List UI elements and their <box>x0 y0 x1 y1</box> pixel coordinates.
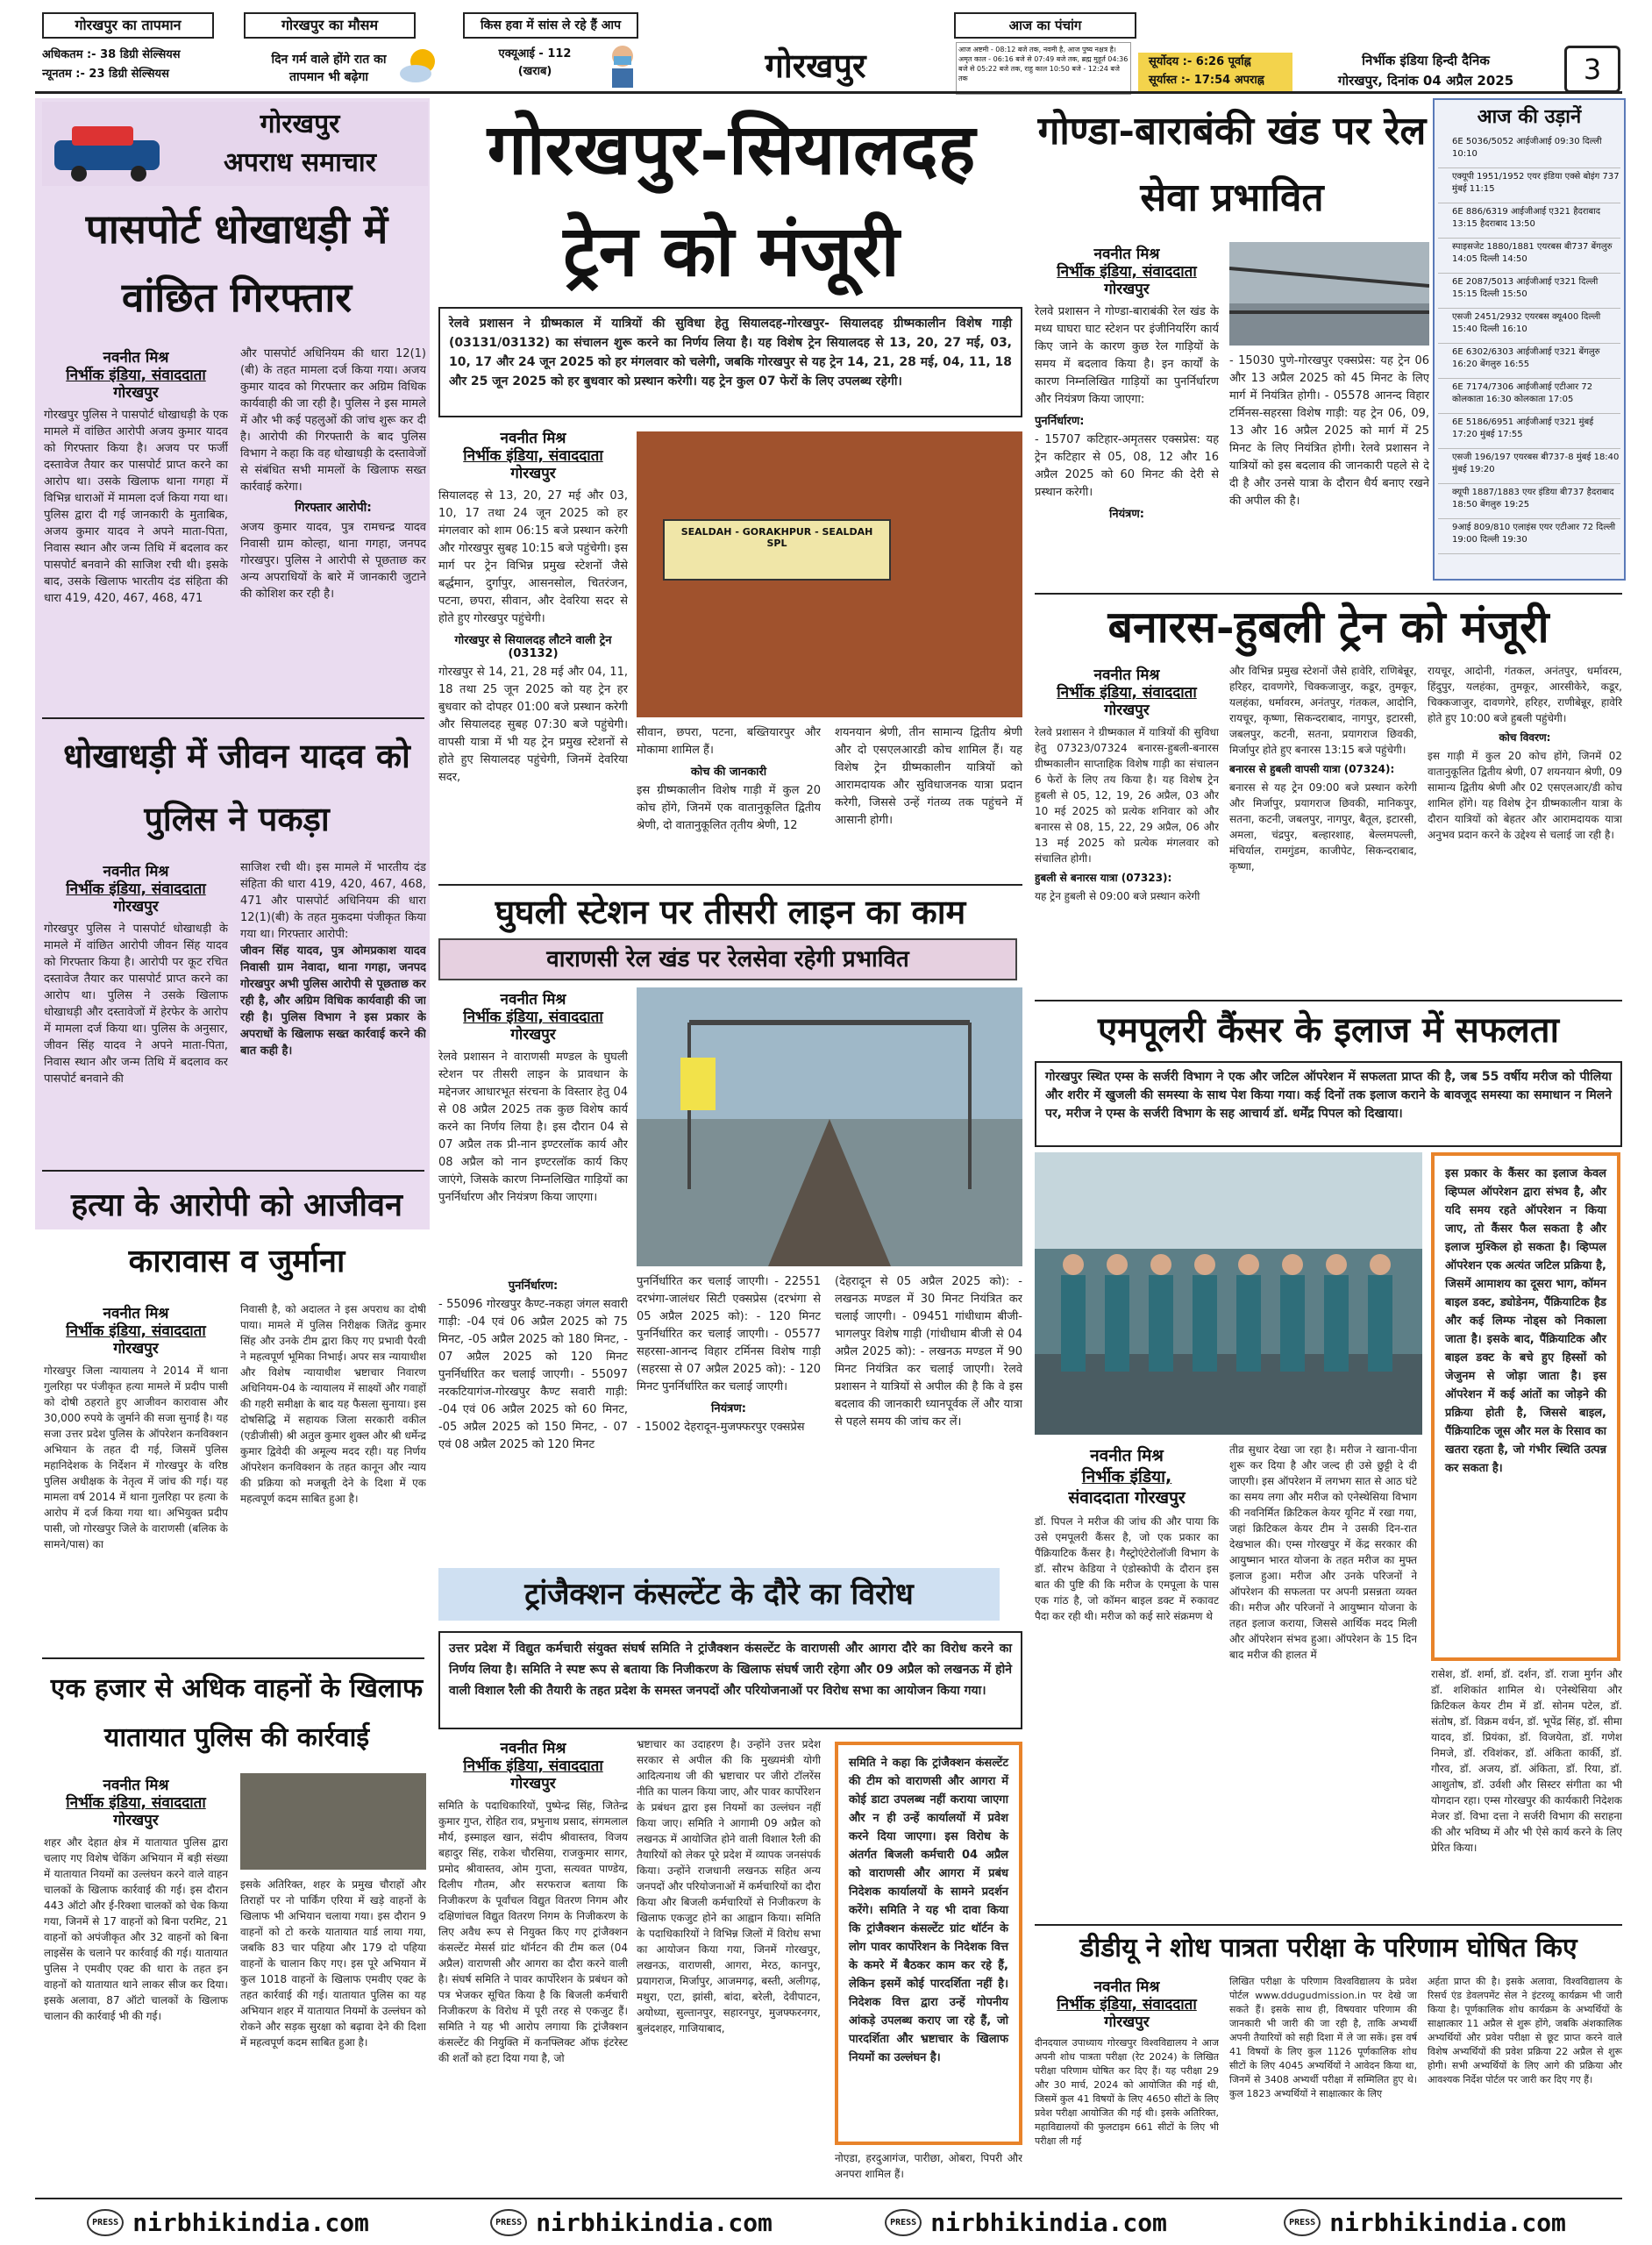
page-number: 3 <box>1564 46 1620 93</box>
passport-col2: और पासपोर्ट अधिनियम की धारा 12(1)(बी) के तहत मामला दर्ज किया गया। अजय कुमार यादव को गिरफ्तार कर अग्रिम विधिक कार्यवाही की जा रही है। पुलिस ने इस मामले में और भी कई पहलुओं की जांच शुरू कर दी है। आरोपी की गिरफ्तारी के बाद पुलिस विभाग ने कहा कि वह धोखाधड़ी के दस्तावेजों से संबंधित सभी मामलों के खिलाफ सख्त कार्रवाई करेगा। <box>240 347 426 494</box>
passport-story <box>44 346 426 714</box>
traffic-story: नवनीत मिश्र निर्भीक इंडिया, संवाददाता गोरखपुर शहर और देहात क्षेत्र में यातायात पुलिस द्वारा चलाए गए विशेष चेकिंग अभियान में बड़ी संख्या में यातायात नियमों का उल्लंघन करने वाले वाहन चालकों के खिलाफ कार्रवाई की गई। इस दौरान 443 ऑटो और ई-रिक्शा चालकों को चेक किया गया, जिनमें से 17 वाहनों को बिना परमिट, 21 वाहनों को अपंजीकृत और 32 वाहनों को बिना लाइसेंस के चलाने पर कार्रवाई की गई। यातायात पुलिस ने एमवीए एक्ट की धारा के तहत इन वाहनों को यातायात थाने लाकर सीज कर दिया। इसके अलावा, 87 ऑटो चालकों के खिलाफ चालान की कार्रवाई भी की गई। इसके अतिरिक्त, शहर के प्रमुख चौराहों और तिराहों पर नो पार्किंग एरिया में खड़े वाहनों के खिलाफ भी अभियान चलाया गया। इस दौरान 9 वाहनों को टो करके यातायात यार्ड लाया गया, जबकि 83 चार पहिया और 179 दो पहिया वाहनों के चालान किए गए। इस पूरे अभियान में कुल 1018 वाहनों के खिलाफ एमवीए एक्ट के तहत कार्रवाई की गई। यातायात पुलिस का यह अभियान शहर में यातायात नियमों के उल्लंघन को रोकने और सड़क सुरक्षा को बढ़ावा देने की दिशा में महत्वपूर्ण कदम साबित हुआ है। <box>44 1773 426 2194</box>
ghughli-list-a: - 55096 गोरखपुर कैण्ट-नकहा जंगल सवारी गाड़ी: -04 एवं 06 अप्रैल 2025 को 75 मिनट, -05 अप्रैल 2025 को 180 मिनट, - 07 अप्रैल 2025 को 120 मिनट पुनर्निर्धारित कर चलाई जाएगी। - 55097 नरकटियागंज-गोरखपुर कैण्ट सवारी गाड़ी: -04 एवं 06 अप्रैल 2025 को 60 मिनट, -05 अप्रैल 2025 को 150 मिनट, - 07 एवं 08 अप्रैल 2025 को 120 मिनट <box>438 1298 628 1451</box>
aqi-block: एक्यूआई - 112 (खराब) <box>498 47 572 78</box>
transaction-lead: उत्तर प्रदेश में विद्युत कर्मचारी संयुक्त संघर्ष समिति ने ट्रांजैक्शन कंसल्टेंट के वाराणसी और आगरा दौरे का विरोध करने का निर्णय लिया है। समिति ने स्पष्ट रूप से बताया कि निजीकरण के खिलाफ संघर्ष जारी रहेगा और 09 अप्रैल को लखनऊ में होने वाली विशाल रैली की तैयारी के तहत प्रदेश के समस्त जनपदों और परियोजनाओं पर विरोध सभा का आयोजन किया गया। <box>438 1631 1022 1729</box>
gonda-bridge-photo <box>1229 242 1429 346</box>
flights-title: आज की उड़ानें <box>1477 105 1582 128</box>
weather-text: दिन गर्म वाले होंगे रात का तापमान भी बढ़ेगा <box>271 53 387 84</box>
traffic-col2: इसके अतिरिक्त, शहर के प्रमुख चौराहों और तिराहों पर नो पार्किंग एरिया में खड़े वाहनों के खिलाफ भी अभियान चलाया गया। इस दौरान 9 वाहनों को टो करके यातायात यार्ड लाया गया, जबकि 83 चार पहिया और 179 दो पहिया वाहनों के चालान किए गए। इस पूरे अभियान में कुल 1018 वाहनों के खिलाफ एमवीए एक्ट के तहत कार्रवाई की गई। यातायात पुलिस का यह अभियान शहर में यातायात नियमों के उल्लंघन को रोकने और सड़क सुरक्षा को बढ़ावा देने की दिशा में महत्वपूर्ण कदम साबित हुआ है। <box>240 1878 426 2049</box>
cancer-col2: तीव्र सुधार देखा जा रहा है। मरीज ने खाना-पीना शुरू कर दिया है और जल्द ही उसे छुट्टी दे दी जाएगी। इस ऑपरेशन में लगभग सात से आठ घंटे का समय लगा और मरीज को एनेस्थेसिया विभाग की नवनिर्मित क्रिटिकल केयर यूनिट में रखा गया, जहां क्रिटिकल केयर टीम ने उसकी दिन-रात देखभाल की। एम्स गोरखपुर में केंद्र सरकार की आयुष्मान भारत योजना के तहत मरीज का मुफ्त इलाज हुआ। मरीज और उनके परिजनों ने ऑपरेशन की सफलता पर अपनी प्रसन्नता व्यक्त की। मरीज और परिजनों ने आयुष्मान योजना के तहत इलाज कराया, जिससे आर्थिक मदद मिली और ऑपरेशन संभव हुआ। ऑपरेशन के 15 दिन बाद मरीज की हालत में <box>1229 1443 1417 1661</box>
aqi-label: किस हवा में सांस ले रहे हैं आप <box>463 12 638 39</box>
ddu-story: नवनीत मिश्र निर्भीक इंडिया, संवाददाता गोरखपुर दीनदयाल उपाध्याय गोरखपुर विश्वविद्यालय ने आज अपनी शोध पात्रता परीक्षा (रेट 2024) के लिखित परीक्षा परिणाम घोषित कर दिए हैं। यह परीक्षा 29 और 30 मार्च, 2024 को आयोजित की गई थी, जिसमें कुल 41 विषयों के लिए 4650 सीटों के लिए प्रवेश परीक्षा आयोजित की गई थी। इसके अतिरिक्त, महाविद्यालयों की फुलटाइम 661 सीटों के लिए भी परीक्षा ली गई लिखित परीक्षा के परिणाम विश्वविद्यालय के प्रवेश पोर्टल www.ddugudmission.in पर देखे जा सकते हैं। इसके साथ ही, विषयवार परिणाम की जानकारी भी जारी की जा रही है, ताकि अभ्यर्थी अपनी तैयारियों को सही दिशा में ले जा सकें। इस वर्ष 41 विषयों के लिए कुल 1126 पूर्णकालिक शोध सीटों के लिए 4045 अभ्यर्थियों ने आवेदन किया था, जिनमें से 3408 अभ्यर्थी परीक्षा में सम्मिलित हुए थे। कुल 1823 अभ्यर्थियों ने साक्षात्कार के लिए अर्हता प्राप्त की है। इसके अलावा, विश्वविद्यालय के रिसर्च एंड डेवलपमेंट सेल ने इंटरव्यू कार्यक्रम भी जारी किया है। पूर्णकालिक शोध कार्यक्रम के अभ्यर्थियों के साक्षात्कार 11 अप्रैल से शुरू होंगे, जबकि अंशकालिक अभ्यर्थियों और प्रवेश परीक्षा से छूट प्राप्त करने वाले विशेष अभ्यर्थियों की प्रवेश प्रक्रिया 22 अप्रैल से शुरू होगी। सभी अभ्यर्थियों के लिए आगे की प्रक्रिया और आवश्यक निर्देश पोर्टल पर जारी कर दिए गए हैं। <box>1035 1976 1622 2147</box>
cancer-story: नवनीत मिश्र निर्भीक इंडिया, संवाददाता गोरखपुर डॉ. पिपल ने मरीज की जांच की और पाया कि उसे एमपूलरी कैंसर है, जो एक प्रकार का पैंक्रियाटिक कैंसर है। गैस्ट्रोएंटेरोलॉजी विभाग के डॉ. सौरभ केडिया ने एंडोस्कोपी के दौरान इस बात की पुष्टि की कि मरीज के एमपूला के पास एक गांठ है, जो कॉमन बाइल डक्ट में रुकावट पैदा कर रही थी। मरीज को कई सारे संक्रमण थे तीव्र सुधार देखा जा रहा है। मरीज ने खाना-पीना शुरू कर दिया है और जल्द ही उसे छुट्टी दे दी जाएगी। इस ऑपरेशन में लगभग सात से आठ घंटे का समय लगा और मरीज को एनेस्थेसिया विभाग की नवनिर्मित क्रिटिकल केयर यूनिट में रखा गया, जहां क्रिटिकल केयर टीम ने उसकी दिन-रात देखभाल की। एम्स गोरखपुर में केंद्र सरकार की आयुष्मान भारत योजना के तहत मरीज का मुफ्त इलाज हुआ। मरीज और उनके परिजनों ने ऑपरेशन की सफलता पर अपनी प्रसन्नता व्यक्त की। मरीज और परिजनों ने आयुष्मान योजना के तहत इलाज कराया, जिससे आर्थिक मदद मिली और ऑपरेशन संभव हुआ। ऑपरेशन के 15 दिन बाद मरीज की हालत में रासेश, डॉ. शर्मा, डॉ. दर्शन, डॉ. राजा मुर्गन और डॉ. शशिकांत शामिल थे। एनेस्थेसिया और क्रिटिकल केयर टीम में डॉ. सोनम पटेल, डॉ. संतोष, डॉ. विक्रम वर्धन, डॉ. भूपेंद्र सिंह, डॉ. सीमा यादव, डॉ. प्रियंका, डॉ. विजयेता, डॉ. गणेश निमजे, डॉ. रविशंकर, डॉ. अंकिता कार्की, डॉ. गौरव, डॉ. अजय, डॉ. अंकिता, डॉ. रिया, डॉ. आशुतोष, डॉ. उर्वशी और सिस्टर संगीता का भी योगदान रहा। एम्स गोरखपुर की कार्यकारी निदेशक मेजर डॉ. विभा दत्ता ने सर्जरी विभाग की सराहना की और भविष्य में और भी ऐसे कार्य करने के लिए प्रेरित किया। <box>1035 1443 1622 1854</box>
sialdah-headline: गोरखपुर-सियालदह ट्रेन को मंजूरी <box>487 108 976 292</box>
flight-row: 6E 886/6319 आईजीआई ए321 हैदराबाद 13:15 हैदराबाद 13:50 <box>1438 203 1620 239</box>
gonda-sub2: नियंत्रण: <box>1109 508 1144 521</box>
train-sign: SEALDAH - GORAKHPUR - SEALDAH SPL <box>663 519 891 581</box>
cancer-team-photo <box>1035 1152 1422 1435</box>
ghughli-control-label: नियंत्रण: <box>711 1402 746 1415</box>
gonda-headline: गोण्डा-बाराबंकी खंड पर रेल सेवा प्रभावित <box>1037 109 1427 220</box>
temp-values: अधिकतम :- 38 डिग्री सेल्सियस न्यूनतम :- 23 डिग्री सेल्सियस <box>42 48 181 81</box>
footer-site-2[interactable]: PRESS nirbhikindia.com <box>438 2203 824 2241</box>
jeevan-col1: गोरखपुर पुलिस ने पासपोर्ट धोखाधड़ी के मामले में वांछित आरोपी जीवन सिंह यादव को गिरफ्तार किया है। आरोपी पर कूट रचित दस्तावेज तैयार कर पासपोर्ट प्राप्त करने का आरोप था। पुलिस ने उसके खिलाफ धोखाधड़ी और दस्तावेजों में हेरफेर के आरोप में मामला दर्ज किया था। पुलिस के अनुसार, जीवन सिंह यादव ने अपने माता-पिता, निवास स्थान और जन्म तिथि में बदलाव कर पासपोर्ट बनवाने की <box>44 923 228 1086</box>
crime-banner-title: गोरखपुर अपराध समाचार <box>224 109 376 178</box>
ddu-col2: लिखित परीक्षा के परिणाम विश्वविद्यालय के प्रवेश पोर्टल www.ddugudmission.in पर देखे जा सकते हैं। इसके साथ ही, विषयवार परिणाम की जानकारी भी जारी की जा रही है, ताकि अभ्यर्थी अपनी तैयारियों को सही दिशा में ले जा सकें। इस वर्ष 41 विषयों के लिए कुल 1126 पूर्णकालिक शोध सीटों के लिए 4045 अभ्यर्थियों ने आवेदन किया था, जिनमें से 3408 अभ्यर्थी परीक्षा में सम्मिलित हुए थे। कुल 1823 अभ्यर्थियों ने साक्षात्कार के लिए <box>1229 1976 1417 2099</box>
banaras-col1: रेलवे प्रशासन ने ग्रीष्मकाल में यात्रियों की सुविधा हेतु 07323/07324 बनारस-हुबली-बनारस ग्रीष्मकालीन साप्ताहिक विशेष गाड़ी का संचालन 6 फेरों के लिए तय किया है। यह विशेष ट्रेन हुबली से 05, 12, 19, 26 अप्रैल, 03 और 10 मई 2025 को प्रत्येक शनिवार को और बनारस से 08, 15, 22, 29 अप्रैल, 06 और 13 मई 2025 को प्रत्येक मंगलवार को संचालित होगी। <box>1035 726 1219 865</box>
flight-row: 6E 5186/6951 आईजीआई ए321 मुंबई 17:20 मुंबई 17:55 <box>1438 414 1620 449</box>
cancer-box: इस प्रकार के कैंसर का इलाज केवल व्हिप्पल ऑपरेशन द्वारा संभव है, और यदि समय रहते ऑपरेशन न किया जाए, तो कैंसर फैल सकता है और इलाज मुश्किल हो सकता है। व्हिप्पल ऑपरेशन एक अत्यंत जटिल प्रक्रिया है, जिसमें आमाशय का दूसरा भाग, कॉमन बाइल डक्ट, ड्योडेनम, पैंक्रियाटिक हैड और कई लिम्फ नोड्स को निकाला जाता है। इसके बाद, पैंक्रियाटिक और बाइल डक्ट के बचे हुए हिस्सों को जेजुनम से जोड़ा जाता है। इस ऑपरेशन में कई आंतों का जोड़ने की प्रक्रिया होती है, जिससे बाइल, पैंक्रियाटिक जूस और मल के रिसाव का खतरा रहता है, जो गंभीर स्थिति उत्पन्न कर सकता है। <box>1431 1152 1620 1661</box>
flights-box <box>1433 98 1626 581</box>
header-bar <box>0 0 1652 98</box>
sun-times: सूर्योदय :- 6:26 पूर्वाह्न सूर्यास्त :- 17:54 अपराह्न <box>1138 53 1292 91</box>
ddu-headline: डीडीयू ने शोध पात्रता परीक्षा के परिणाम घोषित किए <box>1079 1933 1577 1963</box>
transaction-headline: ट्रांजैक्शन कंसल्टेंट के दौरे का विरोध <box>438 1568 1000 1621</box>
footer-site-3[interactable]: PRESS nirbhikindia.com <box>833 2203 1219 2241</box>
banaras-col3: रायचूर, आदोनी, गंतकल, अनंतपुर, धर्मावरम, हिंदुपुर, यलहंका, तुमकूर, आरसीकेरे, कडूर, चिक्कजाजुर, दावणगेरे, हरिहर, राणीबेन्नूर, हावेरि होते हुए 10:00 बजे हुबली पहुंचेगी। <box>1428 665 1622 724</box>
footer-rule <box>35 2198 1622 2199</box>
flight-row: स्पाइसजेट 1880/1881 एयरबस बी737 बेंगलुरु 14:05 दिल्ली 14:50 <box>1438 239 1620 274</box>
panchang-label: आज का पंचांग <box>954 12 1136 39</box>
traffic-photo <box>240 1773 426 1870</box>
sialdah-col1a: सियालदह से 13, 20, 27 मई और 03, 10, 17 तथा 24 जून 2025 को हर मंगलवार को शाम 06:15 बजे प्रस्थान करेगी और गोरखपुर सुबह 10:15 बजे पहुंचेगी। इस मार्ग पर ट्रेन विभिन्न प्रमुख स्टेशनों जैसे बर्द्धमान, दुर्गापुर, आसनसोल, चितरंजन, पटना, छपरा, सीवान, और देवरिया सदर से होते हुए गोरखपुर पहुंचेगी। <box>438 489 628 625</box>
banaras-headline: बनारस-हुबली ट्रेन को मंजूरी <box>1107 601 1549 652</box>
traffic-col1: शहर और देहात क्षेत्र में यातायात पुलिस द्वारा चलाए गए विशेष चेकिंग अभियान में बड़ी संख्या में यातायात नियमों का उल्लंघन करने वाले वाहन चालकों के खिलाफ कार्रवाई की गई। इस दौरान 443 ऑटो और ई-रिक्शा चालकों को चेक किया गया, जिनमें से 17 वाहनों को बिना परमिट, 21 वाहनों को अपंजीकृत और 32 वाहनों को बिना लाइसेंस के चलाने पर कार्रवाई की गई। यातायात पुलिस ने एमवीए एक्ट की धारा के तहत इन वाहनों को यातायात थाने लाकर सीज कर दिया। इसके अलावा, 87 ऑटो चालकों के खिलाफ चालान की कार्रवाई भी की गई। <box>44 1836 228 2022</box>
flight-row: एक्यूपी 1951/1952 एयर इंडिया एक्से बोइंग 737 मुंबई 11:15 <box>1438 168 1620 203</box>
murder-col1: गोरखपुर जिला न्यायालय ने 2014 में थाना गुलरिहा पर पंजीकृत हत्या मामले में प्रदीप पासी को दोषी ठहराते हुए आजीवन कारावास और 30,000 रुपये के जुर्माने की सजा सुनाई है। यह सजा उत्तर प्रदेश पुलिस के ऑपरेशन कनविक्शन अभियान के तहत दी गई, जिसमें पुलिस महानिदेशक के निर्देशन में गोरखपुर के वरिष्ठ पुलिस अधीक्षक के नेतृत्व में जांच की गई। यह मामला वर्ष 2014 में थाना गुलरिहा पर हत्या के आरोप में दर्ज किया गया था। अभियुक्त प्रदीप पासी, जो गोरखपुर जिले के वाराणसी (बलिक के सामने/पास) का <box>44 1365 228 1550</box>
flight-row: 6E 7174/7306 आईजीआई एटीआर 72 कोलकाता 16:30 कोलकाता 17:05 <box>1438 379 1620 414</box>
transaction-box: समिति ने कहा कि ट्रांजैक्शन कंसल्टेंट की टीम को वाराणसी और आगरा में कोई डाटा उपलब्ध नहीं कराया जाएगा और न ही उन्हें कार्यालयों में प्रवेश करने दिया जाएगा। इस विरोध के अंतर्गत बिजली कर्मचारी 04 अप्रैल को वाराणसी और आगरा में प्रबंध निदेशक कार्यालयों के सामने प्रदर्शन करेंगे। समिति ने यह भी दावा किया कि ट्रांजैक्शन कंसल्टेंट ग्रांट थॉर्टन के लोग पावर कार्पोरेशन के निदेशक वित्त के कमरे में बैठकर काम कर रहे हैं, लेकिन इसमें कोई पारदर्शिता नहीं है। निदेशक वित्त द्वारा उन्हें गोपनीय आंकड़े उपलब्ध कराए जा रहे हैं, जो पारदर्शिता और भ्रष्टाचार के खिलाफ नियमों का उल्लंघन है। <box>835 1742 1022 2145</box>
passport-col1: गोरखपुर पुलिस ने पासपोर्ट धोखाधड़ी के एक मामले में वांछित आरोपी अजय कुमार यादव को गिरफ्तार किया है। अजय पर फर्जी दस्तावेज तैयार कर पासपोर्ट प्राप्त करने का आरोप था। उसके खिलाफ थाना गगहा में विभिन्न धाराओं में मामला दर्ज किया गया था। पुलिस द्वारा दी गई जानकारी के मुताबिक, अजय कुमार यादव ने अपने माता-पिता, निवास स्थान और जन्म तिथि में बदलाव कर पासपोर्ट बनवाने की साजिश रची थी। इसके बाद, उसके खिलाफ भारतीय दंड संहिता की धारा 419, 420, 467, 468, 471 <box>44 409 228 605</box>
press-logo-icon: PRESS <box>490 2209 527 2236</box>
rule <box>1035 1000 1622 1001</box>
header-rule <box>35 91 1622 94</box>
transaction-col3: नोएडा, हरदुआगंज, पारीछा, ओबरा, पिपरी और अनपरा शामिल हैं। <box>835 2152 1022 2180</box>
murder-story: नवनीत मिश्र निर्भीक इंडिया, संवाददाता गोरखपुर गोरखपुर जिला न्यायालय ने 2014 में थाना गुलरिहा पर पंजीकृत हत्या मामले में प्रदीप पासी को दोषी ठहराते हुए आजीवन कारावास और 30,000 रुपये के जुर्माने की सजा सुनाई है। यह सजा उत्तर प्रदेश पुलिस के ऑपरेशन कनविक्शन अभियान के तहत दी गई, जिसमें पुलिस महानिदेशक के निर्देशन में गोरखपुर के वरिष्ठ पुलिस अधीक्षक के नेतृत्व में जांच की गई। यह मामला वर्ष 2014 में थाना गुलरिहा पर हत्या के आरोप में दर्ज किया गया था। अभियुक्त प्रदीप पासी, जो गोरखपुर जिले के वाराणसी (बलिक के सामने/पास) का निवासी है, को अदालत ने इस अपराध का दोषी पाया। मामले में पुलिस निरीक्षक जितेंद्र कुमार सिंह और उनके टीम द्वारा किए गए प्रभावी पैरवी ने महत्वपूर्ण भूमिका निभाई। अपर सत्र न्यायाधीश और विशेष न्यायाधीश भ्रष्टाचार निवारण अधिनियम-04 के न्यायालय में साक्ष्यों और गवाहों की गहरी समीक्षा के बाद यह फैसला सुनाया। इस दोषसिद्धि में सहायक जिला सरकारी वकील (एडीजीसी) श्री अतुल कुमार शुक्ल और श्री धर्मेन्द्र कुमार द्विवेदी की अमूल्य मदद रही। यह निर्णय ऑपरेशन कनविक्शन के तहत कानून और न्याय की प्रक्रिया को मजबूती देने के दिशा में एक महत्वपूर्ण कदम साबित हुआ है। <box>44 1303 426 1550</box>
flight-list <box>1438 133 1620 554</box>
murder-col2: निवासी है, को अदालत ने इस अपराध का दोषी पाया। मामले में पुलिस निरीक्षक जितेंद्र कुमार सिंह और उनके टीम द्वारा किए गए प्रभावी पैरवी ने महत्वपूर्ण भूमिका निभाई। अपर सत्र न्यायाधीश और विशेष न्यायाधीश भ्रष्टाचार निवारण अधिनियम-04 के न्यायालय में साक्ष्यों और गवाहों की गहरी समीक्षा के बाद यह फैसला सुनाया। इस दोषसिद्धि में सहायक जिला सरकारी वकील (एडीजीसी) श्री अतुल कुमार शुक्ल और श्री धर्मेन्द्र कुमार द्विवेदी की अमूल्य मदद रही। यह निर्णय ऑपरेशन कनविक्शन के तहत कानून और न्याय की प्रक्रिया को मजबूती देने के दिशा में एक महत्वपूर्ण कदम साबित हुआ है। <box>240 1303 426 1505</box>
crime-banner <box>42 102 428 186</box>
sialdah-train-photo <box>637 431 1022 717</box>
ghughli-story: नवनीत मिश्र निर्भीक इंडिया, संवाददाता गोरखपुर रेलवे प्रशासन ने वाराणसी मण्डल के घुघली स्टेशन पर तीसरी लाइन के प्रावधान के मद्देनजर आधारभूत संरचना के विस्तार हेतु 04 से 08 अप्रैल 2025 तक कुछ विशेष कार्य करने का निर्णय लिया है। इस दौरान 04 से 07 अप्रैल तक प्री-नान इण्टरलॉक कार्य और 08 अप्रैल को नान इण्टरलॉक कार्य किए जाएंगे, जिसके कारण निम्नलिखित गाड़ियों का पुनर्निर्धारण और नियंत्रण किया जाएगा। पुनर्निर्धारण: - 55096 गोरखपुर कैण्ट-नकहा जंगल सवारी गाड़ी: -04 एवं 06 अप्रैल 2025 को 75 मिनट, -05 अप्रैल 2025 को 180 मिनट, - 07 अप्रैल 2025 को 120 मिनट पुनर्निर्धारित कर चलाई जाएगी। - 55097 नरकटियागंज-गोरखपुर कैण्ट सवारी गाड़ी: -04 एवं 06 अप्रैल 2025 को 60 मिनट, -05 अप्रैल 2025 को 150 मिनट, - 07 एवं 08 अप्रैल 2025 को 120 मिनट पुनर्निर्धारित कर चलाई जाएगी। - 22551 दरभंगा-जालंधर सिटी एक्सप्रेस (दरभंगा से 05 अप्रैल 2025 को): - 120 मिनट पुनर्निर्धारित कर चलाई जाएगी। - 05577 सहरसा-आनन्द विहार टर्मिनस विशेष गाड़ी (सहरसा से 07 अप्रैल 2025 को): - 120 मिनट पुनर्निर्धारित कर चलाई जाएगी। नियंत्रण: - 15002 देहरादून-मुजफ्फरपुर एक्सप्रेस (देहरादून से 05 अप्रैल 2025 को): - लखनऊ मण्डल में 30 मिनट नियंत्रित कर चलाई जाएगी। - 09451 गांधीधाम बीजी-भागलपुर विशेष गाड़ी (गांधीधाम बीजी से 04 अप्रैल 2025 को): - लखनऊ मण्डल में 90 मिनट नियंत्रित कर चलाई जाएगी। रेलवे प्रशासन ने यात्रियों से अपील की है कि वे इस बदलाव की जानकारी ध्यानपूर्वक लें और यात्रा से पहले समय की जांच कर लें। <box>438 987 1022 1724</box>
rule <box>1035 593 1622 595</box>
transaction-col1: समिति के पदाधिकारियों, पुष्पेन्द्र सिंह, जितेन्द्र कुमार गुप्त, रोहित राव, प्रभुनाथ प्रसाद, संगमलाल मौर्य, इस्माइल खान, संदीप श्रीवास्तव, विजय बहादुर सिंह, राकेश चौरसिया, राजकुमार सागर, प्रमोद श्रीवास्तव, ओम गुप्ता, सत्यवत पाण्डेय, दिलीप गौतम, और सरफराज बताया कि निजीकरण के पूर्वांचल विद्युत वितरण निगम और दक्षिणांचल विद्युत वितरण निगम के निजीकरण के लिए अवैध रूप से नियुक्त किए गए ट्रांजैक्शन कंसल्टेंट मेसर्स ग्रांट थॉर्नटन की टीम कल (04 अप्रैल) वाराणसी और आगरा का दौरा करने वाली है। संघर्ष समिति ने पावर कार्पोरेशन के प्रबंधन को पत्र भेजकर सूचित किया है कि बिजली कर्मचारी निजीकरण के विरोध में पूरी तरह से एकजुट हैं। समिति ने यह भी आरोप लगाया कि ट्रांजैक्शन कंसल्टेंट की नियुक्ति में कनफ्लिक्ट ऑफ इंटरेस्ट की शर्तों को हटा दिया गया है, जो <box>438 1800 628 2064</box>
temp-label: गोरखपुर का तापमान <box>42 12 214 39</box>
murder-headline: हत्या के आरोपी को आजीवन कारावास व जुर्माना <box>71 1187 402 1279</box>
paper-dateline: निर्भीक इंडिया हिन्दी दैनिक गोरखपुर, दिनांक 04 अप्रैल 2025 <box>1337 53 1514 89</box>
ghughli-headline: घुघली स्टेशन पर तीसरी लाइन का काम <box>495 892 966 931</box>
footer-site-1[interactable]: PRESS nirbhikindia.com <box>35 2203 421 2241</box>
ddu-col3: अर्हता प्राप्त की है। इसके अलावा, विश्वविद्यालय के रिसर्च एंड डेवलपमेंट सेल ने इंटरव्यू कार्यक्रम भी जारी किया है। पूर्णकालिक शोध कार्यक्रम के अभ्यर्थियों के साक्षात्कार 11 अप्रैल से शुरू होंगे, जबकि अंशकालिक अभ्यर्थियों और प्रवेश परीक्षा से छूट प्राप्त करने वाले विशेष अभ्यर्थियों की प्रवेश प्रक्रिया 22 अप्रैल से शुरू होगी। सभी अभ्यर्थियों के लिए आगे की प्रक्रिया और आवश्यक निर्देश पोर्टल पर जारी कर दिए गए हैं। <box>1428 1976 1622 2085</box>
sialdah-coach-label: कोच की जानकारी <box>690 766 767 779</box>
rule <box>42 1657 424 1659</box>
ghughli-subtitle: वाराणसी रेल खंड पर रेलसेवा रहेगी प्रभावित <box>438 938 1017 980</box>
flight-row: 6E 5036/5052 आईजीआई 09:30 दिल्ली 10:10 <box>1438 133 1620 168</box>
banaras-sub1: हुबली से बनारस यात्रा (07323): <box>1035 872 1172 884</box>
sialdah-col2: सीवान, छपरा, पटना, बख्तियारपुर और मोकामा शामिल हैं। <box>637 726 821 757</box>
traffic-headline: एक हजार से अधिक वाहनों के खिलाफ यातायात पुलिस की कार्रवाई <box>50 1673 424 1753</box>
flight-row: 6E 2087/5013 आईजीआई ए321 दिल्ली 15:15 दिल्ली 15:50 <box>1438 274 1620 309</box>
banaras-story: नवनीत मिश्र निर्भीक इंडिया, संवाददाता गोरखपुर रेलवे प्रशासन ने ग्रीष्मकाल में यात्रियों की सुविधा हेतु 07323/07324 बनारस-हुबली-बनारस ग्रीष्मकालीन साप्ताहिक विशेष गाड़ी का संचालन 6 फेरों के लिए तय किया है। यह विशेष ट्रेन हुबली से 05, 12, 19, 26 अप्रैल, 03 और 10 मई 2025 को प्रत्येक शनिवार को और बनारस से 08, 15, 22, 29 अप्रैल, 06 और 13 मई 2025 को प्रत्येक मंगलवार को संचालित होगी। हुबली से बनारस यात्रा (07323): यह ट्रेन हुबली से 09:00 बजे प्रस्थान करेगी और विभिन्न प्रमुख स्टेशनों जैसे हावेरि, राणिबेन्नूर, हरिहर, दावणगेरे, चिक्कजाजुर, कडूर, तुमकूर, यलहंका, धर्मावरम, अनंतपुर, गंतकल, आदोनि, रायचूर, कृष्णा, सिकन्दराबाद, नागपुर, इटारसी, जबलपुर, कटनी, सतना, प्रयागराज छिवकी, मिर्जापुर होते हुए बनारस 13:15 बजे पहुंचेगी। बनारस से हुबली वापसी यात्रा (07324): बनारस से यह ट्रेन 09:00 बजे प्रस्थान करेगी और मिर्जापुर, प्रयागराज छिवकी, मानिकपुर, सतना, कटनी, जबलपुर, नागपुर, बैतूल, इटारसी, अमला, चंद्रपुर, बल्हारशाह, बेल्लमपल्ली, मंचिर्याल, रामगुंडम, काजीपेट, सिकन्दराबाद, कृष्णा, रायचूर, आदोनी, गंतकल, अनंतपुर, धर्मावरम, हिंदुपुर, यलहंका, तुमकूर, आरसीकेरे, कडूर, चिक्कजाजुर, दावणगेरे, हरिहर, राणीबेन्नूर, हावेरि होते हुए 10:00 बजे हुबली पहुंचेगी। कोच विवरण: इस गाड़ी में कुल 20 कोच होंगे, जिनमें 02 वातानुकूलित द्वितीय श्रेणी, 07 शयनयान श्रेणी, 09 सामान्य द्वितीय श्रेणी और 02 एसएलआर/डी कोच शामिल होंगे। यह विशेष ट्रेन ग्रीष्मकालीन यात्रा के दौरान यात्रियों को बेहतर और आरामदायक यात्रा अनुभव प्रदान करने के उद्देश्य से चलाई जा रही है। <box>1035 665 1622 902</box>
byline: नवनीत मिश्र निर्भीक इंडिया, संवाददाता गोरखपुर <box>66 349 206 402</box>
gonda-story: नवनीत मिश्र निर्भीक इंडिया, संवाददाता गोरखपुर रेलवे प्रशासन ने गोण्डा-बाराबंकी रेल खंड के मध्य घाघरा घाट स्टेशन पर इंजीनियरिंग कार्य किए जाने के कारण कुछ रेल गाड़ियों के समय में बदलाव किया है। इन कार्यों के कारण निम्नलिखित गाड़ियों का पुनर्निर्धारण और नियंत्रण किया जाएगा: पुनर्निर्धारण: - 15707 कटिहार-अमृतसर एक्सप्रेस: यह ट्रेन कटिहार से 05, 08, 12 और 16 अप्रैल 2025 को 60 मिनट की देरी से प्रस्थान करेगी। नियंत्रण: - 15030 पुणे-गोरखपुर एक्सप्रेस: यह ट्रेन 06 और 13 अप्रैल 2025 को 45 मिनट के लिए मार्ग में नियंत्रित होगी। - 05578 आनन्द विहार टर्मिनस-सहरसा विशेष गाड़ी: यह ट्रेन 06, 09, 13 और 16 अप्रैल 2025 को मार्ग में 25 मिनट के लिए नियंत्रित होगी। रेलवे प्रशासन ने यात्रियों को इस बदलाव की जानकारी पहले से दे दी है और उनसे यात्रा के दौरान धैर्य बनाए रखने की अपील की है। <box>1035 242 1429 593</box>
cancer-lead: गोरखपुर स्थित एम्स के सर्जरी विभाग ने एक और जटिल ऑपरेशन में सफलता प्राप्त की है, जब 55 वर्षीय मरीज को पीलिया और शरीर में खुजली की समस्या के साथ पेश किया गया। कई दिनों तक इलाज कराने के बावजूद समस्या का समाधान न मिलने पर, मरीज ने एम्स के सर्जरी विभाग के सह आचार्य डॉ. धर्मेंद्र पिपल को दिखाया। <box>1035 1061 1622 1147</box>
passport-headline: पासपोर्ट धोखाधड़ी में वांछित गिरफ्तार <box>85 205 388 321</box>
banaras-col1b: यह ट्रेन हुबली से 09:00 बजे प्रस्थान करेगी <box>1035 890 1200 902</box>
sun-cloud-icon <box>396 44 445 86</box>
police-car-icon <box>46 105 177 182</box>
jeevan-headline: धोखाधड़ी में जीवन यादव को पुलिस ने पकड़ा <box>63 736 410 838</box>
cancer-col3: रासेश, डॉ. शर्मा, डॉ. दर्शन, डॉ. राजा मुर्गन और डॉ. शशिकांत शामिल थे। एनेस्थेसिया और क्रिटिकल केयर टीम में डॉ. सोनम पटेल, डॉ. संतोष, डॉ. विक्रम वर्धन, डॉ. भूपेंद्र सिंह, डॉ. सीमा यादव, डॉ. प्रियंका, डॉ. विजयेता, डॉ. गणेश निमजे, डॉ. रविशंकर, डॉ. अंकिता कार्की, डॉ. गौरव, डॉ. अजय, डॉ. अंकिता, डॉ. रिया, डॉ. आशुतोष, डॉ. उर्वशी और सिस्टर संगीता का भी योगदान रहा। एम्स गोरखपुर की कार्यकारी निदेशक मेजर डॉ. विभा दत्ता ने सर्जरी विभाग की सराहना की और भविष्य में और भी ऐसे कार्य करने के लिए प्रेरित किया। <box>1431 1668 1622 1854</box>
banaras-col2: और विभिन्न प्रमुख स्टेशनों जैसे हावेरि, राणिबेन्नूर, हरिहर, दावणगेरे, चिक्कजाजुर, कडूर, तुमकूर, यलहंका, धर्मावरम, अनंतपुर, गंतकल, आदोनि, रायचूर, कृष्णा, सिकन्दराबाद, नागपुर, इटारसी, जबलपुर, कटनी, सतना, प्रयागराज छिवकी, मिर्जापुर होते हुए बनारस 13:15 बजे पहुंचेगी। <box>1229 665 1417 756</box>
press-logo-icon: PRESS <box>885 2209 922 2236</box>
ghughli-col1: रेलवे प्रशासन ने वाराणसी मण्डल के घुघली स्टेशन पर तीसरी लाइन के प्रावधान के मद्देनजर आधारभूत संरचना के विस्तार हेतु 04 से 08 अप्रैल 2025 तक कुछ विशेष कार्य करने का निर्णय लिया है। इस दौरान 04 से 07 अप्रैल तक प्री-नान इण्टरलॉक कार्य और 08 अप्रैल को नान इण्टरलॉक कार्य किए जाएंगे, जिसके कारण निम्नलिखित गाड़ियों का पुनर्निर्धारण और नियंत्रण किया जाएगा। <box>438 1051 628 1204</box>
passport-arrest-label: गिरफ्तार आरोपी: <box>295 501 372 515</box>
sialdah-col3: शयनयान श्रेणी, तीन सामान्य द्वितीय श्रेणी और दो एसएलआरडी कोच शामिल हैं। यह विशेष ट्रेन ग्रीष्मकालीन यात्रियों को आरामदायक और सुविधाजनक यात्रा प्रदान करेगी, जिससे उन्हें गंतव्य तक पहुंचने में आसानी होगी। <box>835 726 1022 827</box>
banaras-sub3: कोच विवरण: <box>1499 731 1551 744</box>
sialdah-col2b: इस ग्रीष्मकालीन विशेष गाड़ी में कुल 20 कोच होंगे, जिनमें एक वातानुकूलित द्वितीय श्रेणी, दो वातानुकूलित तृतीय श्रेणी, 12 <box>637 784 821 832</box>
rule <box>42 1170 424 1172</box>
flight-row: 9आई 809/810 एलाइंस एयर एटीआर 72 दिल्ली 19:00 दिल्ली 19:30 <box>1438 519 1620 554</box>
sialdah-story: नवनीत मिश्र निर्भीक इंडिया, संवाददाता गोरखपुर सियालदह से 13, 20, 27 मई और 03, 10, 17 तथा 24 जून 2025 को हर मंगलवार को शाम 06:15 बजे प्रस्थान करेगी और गोरखपुर सुबह 10:15 बजे पहुंचेगी। इस मार्ग पर ट्रेन विभिन्न प्रमुख स्टेशनों जैसे बर्द्धमान, दुर्गापुर, आसनसोल, चितरंजन, पटना, छपरा, सीवान, और देवरिया सदर से होते हुए गोरखपुर पहुंचेगी। गोरखपुर से सियालदह लौटने वाली ट्रेन (03132) गोरखपुर से 14, 21, 28 मई और 04, 11, 18 तथा 25 जून 2025 को यह ट्रेन हर बुधवार को दोपहर 01:00 बजे प्रस्थान करेगी और सियालदह सुबह 07:30 बजे पहुंचेगी। वापसी यात्रा में भी यह ट्रेन प्रमुख स्टेशनों से होते हुए सियालदह पहुंचेगी, जिनमें देवरिया सदर, SEALDAH - GORAKHPUR - SEALDAH SPL सीवान, छपरा, पटना, बख्तियारपुर और मोकामा शामिल हैं। कोच की जानकारी इस ग्रीष्मकालीन विशेष गाड़ी में कुल 20 कोच होंगे, जिनमें एक वातानुकूलित द्वितीय श्रेणी, दो वातानुकूलित तृतीय श्रेणी, 12 शयनयान श्रेणी, तीन सामान्य द्वितीय श्रेणी और दो एसएलआरडी कोच शामिल हैं। यह विशेष ट्रेन ग्रीष्मकालीन यात्रियों को आरामदायक और सुविधाजनक यात्रा प्रदान करेगी, जिससे उन्हें गंतव्य तक पहुंचने में आसानी होगी। <box>438 426 1022 882</box>
city-title: गोरखपुर <box>765 46 866 85</box>
flight-row: एसजी 2451/2932 एयरबस क्यू400 दिल्ली 15:40 दिल्ली 16:10 <box>1438 309 1620 344</box>
transaction-col2: भ्रष्टाचार का उदाहरण है। उन्होंने उत्तर प्रदेश सरकार से अपील की कि मुख्यमंत्री योगी आदित्यनाथ जी की भ्रष्टाचार पर जीरो टॉलरेंस नीति का पालन किया जाए, और पावर कार्पोरेशन के प्रबंधन द्वारा इस नियमों का उल्लंघन नहीं किया जाए। समिति ने आगामी 09 अप्रैल को लखनऊ में आयोजित होने वाली विशाल रैली की तैयारियों को लेकर पूरे प्रदेश में व्यापक जनसंपर्क किया। उन्होंने राजधानी लखनऊ सहित अन्य जनपदों और परियोजनाओं में कर्मचारियों का दौरा किया और बिजली कर्मचारियों से निजीकरण के खिलाफ एकजुट होने का आह्वान किया। समिति के पदाधिकारियों ने विभिन्न जिलों में विरोध सभा का आयोजन किया गया, जिनमें गोरखपुर, लखनऊ, वाराणसी, आगरा, मेरठ, कानपुर, प्रयागराज, मिर्जापुर, आजमगढ़, बस्ती, अलीगढ़, मथुरा, एटा, झांसी, बांदा, बरेली, देवीपाटन, अयोध्या, सुल्तानपुर, सहारनपुर, मुजफ्फरनगर, बुलंदशहर, गाजियाबाद, <box>637 1738 821 2035</box>
ghughli-list-c: (देहरादून से 05 अप्रैल 2025 को): - लखनऊ मण्डल में 30 मिनट नियंत्रित कर चलाई जाएगी। - 09451 गांधीधाम बीजी-भागलपुर विशेष गाड़ी (गांधीधाम बीजी से 04 अप्रैल 2025 को): - लखनऊ मण्डल में 90 मिनट नियंत्रित कर चलाई जाएगी। रेलवे प्रशासन ने यात्रियों से अपील की है कि वे इस बदलाव की जानकारी ध्यानपूर्वक लें और यात्रा से पहले समय की जांच कर लें। <box>835 1275 1022 1429</box>
jeevan-story: नवनीत मिश्र निर्भीक इंडिया, संवाददाता गोरखपुर गोरखपुर पुलिस ने पासपोर्ट धोखाधड़ी के मामले में वांछित आरोपी जीवन सिंह यादव को गिरफ्तार किया है। आरोपी पर कूट रचित दस्तावेज तैयार कर पासपोर्ट प्राप्त करने का आरोप था। पुलिस ने उसके खिलाफ धोखाधड़ी और दस्तावेजों में हेरफेर के आरोप में मामला दर्ज किया था। पुलिस के अनुसार, जीवन सिंह यादव ने अपने माता-पिता, निवास स्थान और जन्म तिथि में बदलाव कर पासपोर्ट बनवाने की साजिश रची थी। इस मामले में भारतीय दंड संहिता की धारा 419, 420, 467, 468, 471 और पासपोर्ट अधिनियम की धारा 12(1)(बी) के तहत मुकदमा पंजीकृत किया गया था। गिरफ्तार आरोपी: जीवन सिंह यादव, पुत्र ओमप्रकाश यादव निवासी ग्राम नेवादा, थाना गगहा, जनपद गोरखपुर अभी पुलिस आरोपी से पूछताछ कर रही है, और अग्रिम विधिक कार्यवाही की जा रही है। पुलिस विभाग ने इस प्रकार के अपराधों के खिलाफ सख्त कार्रवाई करने की बात कही है। <box>44 861 426 1086</box>
transaction-story: नवनीत मिश्र निर्भीक इंडिया, संवाददाता गोरखपुर समिति के पदाधिकारियों, पुष्पेन्द्र सिंह, जितेन्द्र कुमार गुप्त, रोहित राव, प्रभुनाथ प्रसाद, संगमलाल मौर्य, इस्माइल खान, संदीप श्रीवास्तव, विजय बहादुर सिंह, राकेश चौरसिया, राजकुमार सागर, प्रमोद श्रीवास्तव, ओम गुप्ता, सत्यवत पाण्डेय, दिलीप गौतम, और सरफराज बताया कि निजीकरण के पूर्वांचल विद्युत वितरण निगम और दक्षिणांचल विद्युत वितरण निगम के निजीकरण के लिए अवैध रूप से नियुक्त किए गए ट्रांजैक्शन कंसल्टेंट मेसर्स ग्रांट थॉर्नटन की टीम कल (04 अप्रैल) वाराणसी और आगरा का दौरा करने वाली है। संघर्ष समिति ने पावर कार्पोरेशन के प्रबंधन को पत्र भेजकर सूचित किया है कि बिजली कर्मचारी निजीकरण के विरोध में पूरी तरह से एकजुट हैं। समिति ने यह भी आरोप लगाया कि ट्रांजैक्शन कंसल्टेंट की नियुक्ति में कनफ्लिक्ट ऑफ इंटरेस्ट की शर्तों को हटा दिया गया है, जो भ्रष्टाचार का उदाहरण है। उन्होंने उत्तर प्रदेश सरकार से अपील की कि मुख्यमंत्री योगी आदित्यनाथ जी की भ्रष्टाचार पर जीरो टॉलरेंस नीति का पालन किया जाए, और पावर कार्पोरेशन के प्रबंधन द्वारा इस नियमों का उल्लंघन नहीं किया जाए। समिति ने आगामी 09 अप्रैल को लखनऊ में आयोजित होने वाली विशाल रैली की तैयारियों को लेकर पूरे प्रदेश में व्यापक जनसंपर्क किया। उन्होंने राजधानी लखनऊ सहित अन्य जनपदों और परियोजनाओं में कर्मचारियों का दौरा किया और बिजली कर्मचारियों से निजीकरण के खिलाफ एकजुट होने का आह्वान किया। समिति के पदाधिकारियों ने विभिन्न जिलों में विरोध सभा का आयोजन किया गया, जिनमें गोरखपुर, लखनऊ, वाराणसी, आगरा, मेरठ, कानपुर, प्रयागराज, मिर्जापुर, आजमगढ़, बस्ती, अलीगढ़, मथुरा, एटा, झांसी, बांदा, बरेली, देवीपाटन, अयोध्या, सुल्तानपुर, सहारनपुर, मुजफ्फरनगर, बुलंदशहर, गाजियाबाद, समिति ने कहा कि ट्रांजैक्शन कंसल्टेंट की टीम को वाराणसी और आगरा में कोई डाटा उपलब्ध नहीं कराया जाएगा और न ही उन्हें कार्यालयों में प्रवेश करने दिया जाएगा। इस विरोध के अंतर्गत बिजली कर्मचारी 04 अप्रैल को वाराणसी और आगरा में प्रबंध निदेशक कार्यालयों के सामने प्रदर्शन करेंगे। समिति ने यह भी दावा किया कि ट्रांजैक्शन कंसल्टेंट ग्रांट थॉर्टन के लोग पावर कार्पोरेशन के निदेशक वित्त के कमरे में बैठकर काम कर रहे हैं, लेकिन इसमें कोई पारदर्शिता नहीं है। निदेशक वित्त द्वारा उन्हें गोपनीय आंकड़े उपलब्ध कराए जा रहे हैं, जो पारदर्शिता और भ्रष्टाचार के खिलाफ नियमों का उल्लंघन है। नोएडा, हरदुआगंज, पारीछा, ओबरा, पिपरी और अनपरा शामिल हैं। <box>438 1738 1022 2180</box>
gonda-col1b: - 15707 कटिहार-अमृतसर एक्सप्रेस: यह ट्रेन कटिहार से 05, 08, 12 और 16 अप्रैल 2025 को 60 मिनट की देरी से प्रस्थान करेगी। <box>1035 433 1219 499</box>
jeevan-arrest-text: जीवन सिंह यादव, पुत्र ओमप्रकाश यादव निवासी ग्राम नेवादा, थाना गगहा, जनपद गोरखपुर अभी पुलिस आरोपी से पूछताछ कर रही है, और अग्रिम विधिक कार्यवाही की जा रही है। पुलिस विभाग ने इस प्रकार के अपराधों के खिलाफ सख्त कार्रवाई करने की बात कही है। <box>240 944 426 1058</box>
ghughli-bridge-photo <box>637 987 1022 1266</box>
cancer-headline: एमपूलरी कैंसर के इलाज में सफलता <box>1098 1009 1559 1051</box>
weather-label: गोरखपुर का मौसम <box>244 12 416 39</box>
mask-icon <box>605 42 640 89</box>
ghughli-list-b: पुनर्निर्धारित कर चलाई जाएगी। - 22551 दरभंगा-जालंधर सिटी एक्सप्रेस (दरभंगा से 05 अप्रैल 2025 को): - 120 मिनट पुनर्निर्धारित कर चलाई जाएगी। - 05577 सहरसा-आनन्द विहार टर्मिनस विशेष गाड़ी (सहरसा से 07 अप्रैल 2025 को): - 120 मिनट पुनर्निर्धारित कर चलाई जाएगी। <box>637 1275 821 1393</box>
flight-row: एसजी 196/197 एयरबस बी737-8 मुंबई 18:40 मुंबई 19:20 <box>1438 449 1620 484</box>
jeevan-col2: साजिश रची थी। इस मामले में भारतीय दंड संहिता की धारा 419, 420, 467, 468, 471 और पासपोर्ट अधिनियम की धारा 12(1)(बी) के तहत मुकदमा पंजीकृत किया गया था। गिरफ्तार आरोपी: <box>240 861 426 941</box>
banaras-sub2: बनारस से हुबली वापसी यात्रा (07324): <box>1229 763 1395 775</box>
gonda-col2: - 15030 पुणे-गोरखपुर एक्सप्रेस: यह ट्रेन 06 और 13 अप्रैल 2025 को 45 मिनट के लिए मार्ग में नियंत्रित होगी। - 05578 आनन्द विहार टर्मिनस-सहरसा विशेष गाड़ी: यह ट्रेन 06, 09, 13 और 16 अप्रैल 2025 को मार्ग में 25 मिनट के लिए नियंत्रित होगी। रेलवे प्रशासन ने यात्रियों को इस बदलाव की जानकारी पहले से दे दी है और उनसे यात्रा के दौरान धैर्य बनाए रखने की अपील की है। <box>1229 354 1429 508</box>
cancer-col1: डॉ. पिपल ने मरीज की जांच की और पाया कि उसे एमपूलरी कैंसर है, जो एक प्रकार का पैंक्रियाटिक कैंसर है। गैस्ट्रोएंटेरोलॉजी विभाग के डॉ. सौरभ केडिया ने एंडोस्कोपी के दौरान इस बात की पुष्टि की कि मरीज के एमपूला के पास एक गांठ है, जो कॉमन बाइल डक्ट में रुकावट पैदा कर रही थी। मरीज को कई सारे संक्रमण थे <box>1035 1515 1219 1622</box>
gonda-col1: रेलवे प्रशासन ने गोण्डा-बाराबंकी रेल खंड के मध्य घाघरा घाट स्टेशन पर इंजीनियरिंग कार्य किए जाने के कारण कुछ रेल गाड़ियों के समय में बदलाव किया है। इन कार्यों के कारण निम्नलिखित गाड़ियों का पुनर्निर्धारण और नियंत्रण किया जाएगा: <box>1035 305 1219 406</box>
footer-site-4[interactable]: PRESS nirbhikindia.com <box>1228 2203 1622 2241</box>
sialdah-col1b: गोरखपुर से 14, 21, 28 मई और 04, 11, 18 तथा 25 जून 2025 को यह ट्रेन हर बुधवार को दोपहर 01:00 बजे प्रस्थान करेगी और सियालदह सुबह 07:30 बजे पहुंचेगी। वापसी यात्रा में भी यह ट्रेन प्रमुख स्टेशनों से होते हुए सियालदह पहुंचेगी, जिनमें देवरिया सदर, <box>438 666 628 784</box>
banaras-col3b: इस गाड़ी में कुल 20 कोच होंगे, जिनमें 02 वातानुकूलित द्वितीय श्रेणी, 07 शयनयान श्रेणी, 09 सामान्य द्वितीय श्रेणी और 02 एसएलआर/डी कोच शामिल होंगे। यह विशेष ट्रेन ग्रीष्मकालीन यात्रा के दौरान यात्रियों को बेहतर और आरामदायक यात्रा अनुभव प्रदान करने के उद्देश्य से चलाई जा रही है। <box>1428 750 1622 841</box>
ghughli-list-b2: - 15002 देहरादून-मुजफ्फरपुर एक्सप्रेस <box>637 1421 805 1434</box>
ddu-col1: दीनदयाल उपाध्याय गोरखपुर विश्वविद्यालय ने आज अपनी शोध पात्रता परीक्षा (रेट 2024) के लिखित परीक्षा परिणाम घोषित कर दिए हैं। यह परीक्षा 29 और 30 मार्च, 2024 को आयोजित की गई थी, जिसमें कुल 41 विषयों के लिए 4650 सीटों के लिए प्रवेश परीक्षा आयोजित की गई थी। इसके अतिरिक्त, महाविद्यालयों की फुलटाइम 661 सीटों के लिए भी परीक्षा ली गई <box>1035 2037 1219 2147</box>
sialdah-sub1: गोरखपुर से सियालदह लौटने वाली ट्रेन (03132) <box>454 634 612 660</box>
flight-row: क्यूपी 1887/1883 एयर इंडिया बी737 हैदराबाद 18:50 बेंगलुरु 19:25 <box>1438 484 1620 519</box>
gonda-sub1: पुनर्निर्धारण: <box>1035 415 1085 428</box>
sialdah-lead: रेलवे प्रशासन ने ग्रीष्मकाल में यात्रियों की सुविधा हेतु सियालदह-गोरखपुर- सियालदह ग्रीष्मकालीन विशेष गाड़ी (03131/03132) का संचालन शुरू करने का निर्णय लिया है। यह विशेष ट्रेन सियालदह से 13, 20, 27 मई, 03, 10, 17 और 24 जून 2025 को हर मंगलवार को चलेगी, जबकि गोरखपुर से यह ट्रेन 14, 21, 28 मई, 04, 11, 18 और 25 जून 2025 को हर बुधवार को प्रस्थान करेगी। यह ट्रेन कुल 07 फेरों के लिए उपलब्ध रहेगी। <box>438 307 1022 417</box>
banaras-col2b: बनारस से यह ट्रेन 09:00 बजे प्रस्थान करेगी और मिर्जापुर, प्रयागराज छिवकी, मानिकपुर, सतना, कटनी, जबलपुर, नागपुर, बैतूल, इटारसी, अमला, चंद्रपुर, बल्हारशाह, बेल्लमपल्ली, मंचिर्याल, रामगुंडम, काजीपेट, सिकन्दराबाद, कृष्णा, <box>1229 781 1417 873</box>
press-logo-icon: PRESS <box>1284 2209 1321 2236</box>
flight-row: 6E 6302/6303 आईजीआई ए321 बेंगलुरु 16:20 बेंगलुरु 16:55 <box>1438 344 1620 379</box>
rule <box>42 717 424 719</box>
passport-arrest-text: अजय कुमार यादव, पुत्र रामचन्द्र यादव निवासी ग्राम कोल्हा, थाना गगहा, जनपद गोरखपुर। पुलिस ने आरोपी से पूछताछ कर अन्य अपराधियों के बारे में जानकारी जुटाने की कोशिश कर रही है। <box>240 521 426 601</box>
panchang-text: आज अष्टमी - 08:12 बजे तक, नवमी है, आज पुष्य नक्षत्र है। अमृत काल - 06:16 बजे से 07:49 बजे तक, ब्रह्म मुहूर्त 04:36 बजे से 05:22 बजे तक, राहु काल 10:50 बजे - 12:24 बजे तक <box>956 42 1131 95</box>
press-logo-icon: PRESS <box>87 2209 124 2236</box>
ghughli-resched-label: पुनर्निर्धारण: <box>508 1279 559 1293</box>
